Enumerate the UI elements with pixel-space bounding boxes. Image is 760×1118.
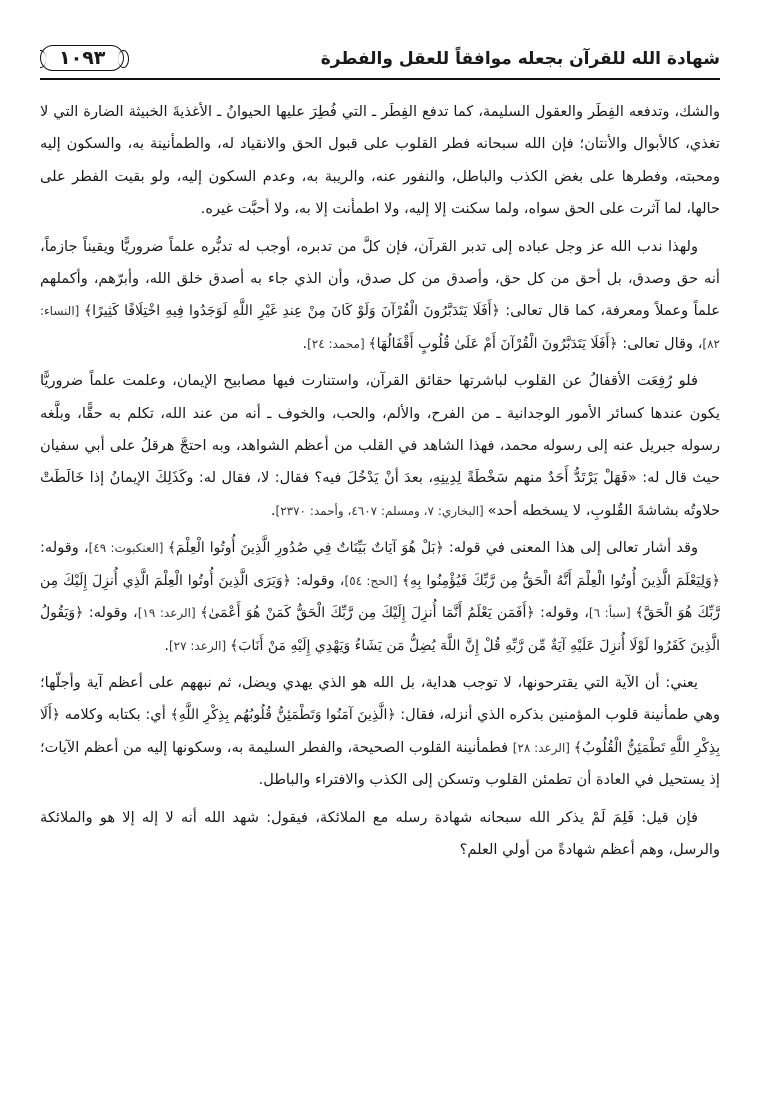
citation-reference: [الرعد: ١٩] [137,606,201,621]
text-run: ، وقوله: [534,604,589,622]
paragraph [40,231,720,361]
text-run: . [302,334,308,352]
quran-verse: ﴿بَلْ هُوَ آيَاتٌ بَيِّنَاتٌ فِي صُدُورِ الَّذِينَ أُوتُوا الْعِلْمَ﴾ [167,540,444,557]
text-run: فطمأنينة القلوب الصحيحة، والفطر السليمة به، وسكونها إليه من أعظم الآيات؛ إذ يستحيل في العادة أن تطمئن القلوب وتسكن إلى الكذب والافتراء والباطل. [40,738,720,789]
citation-reference: [محمد: ٢٤] [307,336,369,351]
quran-verse: ﴿أَفَلَا يَتَدَبَّرُونَ الْقُرْآنَ أَمْ عَلَىٰ قُلُوبٍ أَقْفَالُهَا﴾ [368,335,618,352]
text-run: . [164,636,169,654]
paragraph [40,365,720,527]
paragraph [40,96,720,226]
page-number: ١٠٩٣ [40,45,124,71]
quran-verse: ﴿وَلِيَعْلَمَ الَّذِينَ أُوتُوا الْعِلْمَ أَنَّهُ الْحَقُّ مِن رَّبِّكَ فَيُؤْمِنُوا بِهِ﴾ [401,572,720,589]
running-title: شهادة الله للقرآن بجعله موافقاً للعقل والفطرة [320,49,720,69]
text-run: وقد أشار تعالى إلى هذا المعنى في قوله: [443,539,699,557]
text-run: ، وقال تعالى: [617,334,703,352]
citation-reference: [البخاري: ٧، ومسلم: ٤٦٠٧، وأحمد: ٢٣٧٠] [275,503,488,518]
paragraph [40,802,720,867]
text-run: ، وقوله: [83,604,138,622]
quran-verse: ﴿أَفَلَا يَتَدَبَّرُونَ الْقُرْآنَ وَلَوْ كَانَ مِنْ عِندِ غَيْرِ اللَّهِ لَوَجَدُوا فِيهِ اخْتِلَافًا كَثِيرًا﴾ [83,303,500,320]
quran-verse: ﴿أَلَا بِذِكْرِ اللَّهِ تَطْمَئِنُّ الْقُلُوبُ﴾ [40,707,720,756]
citation-reference: [سبأ: ٦] [588,606,636,621]
quran-verse: ﴿وَيَقُولُ الَّذِينَ كَفَرُوا لَوْلَا أُنزِلَ عَلَيْهِ آيَةٌ مِّن رَّبِّهِ قُلْ إِنَّ اللَّهَ يُضِلُّ مَن يَشَاءُ وَيَهْدِي إِلَيْهِ مَنْ أَنَابَ﴾ [40,605,720,654]
citation-reference: [الحج: ٥٤] [344,573,402,588]
text-run: ولهذا ندب الله عز وجل عباده إلى تدبر القرآن، فإن كلَّ من تدبره، أوجب له تدبُّره علماً ضروريًّا ويقيناً جازماً، أنه حق وصدق، بل أحق من كل حق، وأصدق من كل صدق، وأن الذي جاء به أصدق خلق الله، وأبرّهم، وأكملهم علماً وعملاً ومعرفة، كما قال تعالى: [40,237,720,320]
citation-reference: [الرعد: ٢٧] [168,638,230,653]
text-run: يعني: أن الآية التي يقترحونها، لا توجب هداية، بل الله هو الذي يهدي ويضل، ثم نبههم على أعظم آية وأجلّها؛ وهي طمأنينة قلوب المؤمنين بذكره الذي أنزله، فقال: [40,673,720,724]
paragraph [40,667,720,797]
page-header [40,40,720,80]
citation-reference: [الرعد: ٢٨] [512,740,574,755]
citation-reference: [النساء: ٨٢] [40,304,720,351]
quran-verse: ﴿أَفَمَن يَعْلَمُ أَنَّمَا أُنزِلَ إِلَيْكَ مِن رَّبِّكَ الْحَقُّ كَمَنْ هُوَ أَعْمَىٰ﴾ [200,605,535,622]
book-page [40,40,720,1110]
quran-verse: ﴿الَّذِينَ آمَنُوا وَتَطْمَئِنُّ قُلُوبُهُم بِذِكْرِ اللَّهِ﴾ [170,707,396,724]
text-run: ، وقوله: [290,571,345,589]
paragraph [40,532,720,662]
text-run: فلو رُفِعَت الأقفالُ عن القلوب لباشرتها حقائق القرآن، واستنارت فيها مصابيح الإيمان، وعلمت علماً ضروريًّا يكون عندها كسائر الأمور الوجدانية ـ من الفرح، والألم، والحب، والخوف ـ أنه من عند الله، تكلم به حقًّا، وبلَّغه رسوله جبريل عنه إلى رسوله محمد، فهذا الشاهد في القلب من أعظم الشواهد، وبه احتجَّ هرقلُ على أبي سفيان حيث قال له: «فَهَلْ يَرْتَدُّ أَحَدٌ منهم سَخْطَةً لِدِينِهِ، بعدَ أنْ يَدْخُلَ فيه؟ فقال: لا، فقال له: وكَذَلِكَ الإيمانُ إذا خَالَطَتْ حلاوتُه بشاشةَ القُلوبِ، لا يسخطه أحد» [40,372,720,519]
text-run: . [270,501,276,519]
citation-reference: [العنكبوت: ٤٩] [88,541,168,556]
text-run: ، وقوله: [40,539,89,557]
quran-verse: ﴿وَيَرَى الَّذِينَ أُوتُوا الْعِلْمَ الَّذِي أُنزِلَ إِلَيْكَ مِن رَّبِّكَ هُوَ الْحَقَّ﴾ [40,572,720,622]
text-run: والشك، وتدفعه الفِطَر والعقول السليمة، كما تدفع الفِطَر ـ التي فُطِرَ عليها الحيوانُ ـ الأغذيةَ الخبيثة الضارة التي لا تغذي، كالأبوال والأنتان؛ فإن الله سبحانه فطر القلوب على قبول الحق والانقياد له، والطمأنينة به، والسكون إليه ومحبته، وفطرها على بغض الكذب والباطل، والنفور عنه، والريبة به، وعدم السكون إليه، ولو بقيت الفطر على حالها، لما آثرت على الحق سواه، ولما سكنت إلا إليه، ولا اطمأنت إلا به، ولا أحبَّت غيره. [40,103,720,218]
body-text [40,96,720,866]
text-run: أي: بكتابه وكلامه [60,706,171,724]
text-run: فإن قيل: فَلِمَ لَمْ يذكر الله سبحانه شهادة رسله مع الملائكة، فيقول: شهد الله أنه لا إله إلا هو والملائكة والرسل، وهم أعظم شهادةً من أولي العلم؟ [40,808,720,858]
